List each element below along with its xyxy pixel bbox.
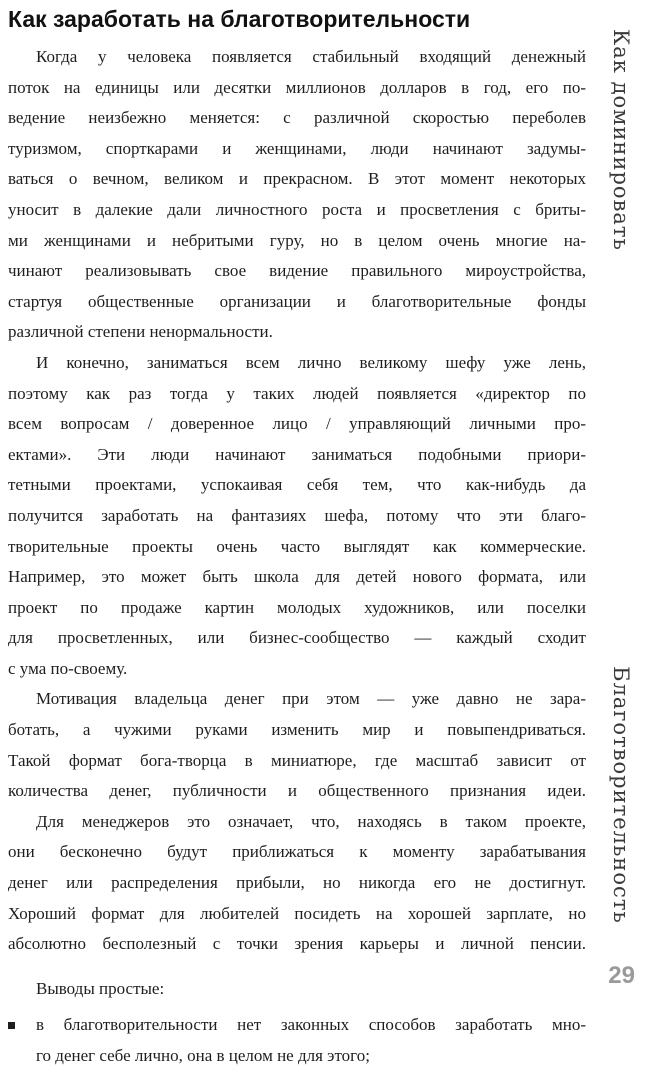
conclusions-intro: Выводы простые: — [36, 978, 165, 998]
text-line: всем вопросам / доверенное лицо / управляющий личными про- — [8, 414, 586, 434]
text-line: поэтому как раз тогда у таких людей появляется «директор по — [8, 383, 586, 403]
text-line: поток на единицы или десятки миллионов долларов в год, его по- — [8, 77, 586, 97]
text-line: в благотворительности нет законных способов заработать мно- — [36, 1015, 586, 1035]
text-line: различной степени ненормальности. — [8, 322, 273, 342]
text-line: Когда у человека появляется стабильный входящий денежный — [36, 47, 586, 66]
running-head-book-title — [596, 29, 646, 251]
page-number: 29 — [608, 962, 635, 989]
text-line: стартуя общественные организации и благотворительные фонды — [8, 291, 586, 311]
text-line: Мотивация владельца денег при этом — уже давно не зара- — [36, 689, 586, 709]
text-line: го денег себе лично, она в целом не для этого; — [36, 1046, 370, 1065]
text-line: денег или распределения прибыли, но никогда его не достигнут. — [8, 873, 586, 893]
text-line: И конечно, заниматься всем лично великому шефу уже лень, — [36, 352, 586, 372]
text-line: ведение неизбежно меняется: с различной скоростью переболев — [8, 108, 586, 128]
paragraph-3 — [8, 684, 586, 806]
text-line: туризмом, спорткарами и женщинами, люди начинают задумы- — [8, 138, 586, 158]
text-line: Например, это может быть школа для детей нового формата, или — [8, 567, 586, 587]
text-line: ботать, а чужими руками изменить мир и повыпендриваться. — [8, 720, 586, 740]
text-line: получится заработать на фантазиях шефа, потому что эти благо- — [8, 505, 586, 525]
text-line: для просветленных, или бизнес-сообщество — каждый сходит — [8, 628, 586, 648]
text-line: творительные проекты очень часто выглядят как коммерческие. — [8, 536, 586, 556]
text-line: ми женщинами и небритыми гуру, но в целом очень многие на- — [8, 230, 586, 250]
text-line: ваться о вечном, великом и прекрасном. В этот момент некоторых — [8, 169, 586, 189]
running-head-chapter-title — [596, 666, 646, 924]
text-line: ектами». Эти люди начинают заниматься подобными приори- — [8, 444, 586, 464]
paragraph-4 — [8, 807, 586, 960]
text-line: тетными проектами, успокаивая себя тем, что как-нибудь да — [8, 475, 586, 495]
running-head-book-title-text: Как доминировать — [609, 29, 633, 251]
text-line: абсолютно бесполезный с точки зрения карьеры и личной пенсии. — [8, 934, 586, 954]
running-head-chapter-title-text: Благотворительность — [609, 666, 633, 924]
text-line: чинают реализовывать свое видение правильного мироустройства, — [8, 261, 586, 281]
text-line: с ума по-своему. — [8, 658, 128, 678]
section-heading: Как заработать на благотворительности — [8, 6, 471, 32]
text-line: уносит в далекие дали личностного роста и просветления с бриты- — [8, 199, 586, 219]
text-line: они бесконечно будут приближаться к моменту зарабатывания — [8, 842, 586, 862]
square-bullet-icon — [8, 1022, 15, 1029]
paragraph-2 — [8, 348, 586, 685]
paragraph-1 — [8, 42, 586, 348]
text-line: Такой формат бога-творца в миниатюре, где масштаб зависит от — [8, 750, 586, 770]
page-body — [8, 0, 586, 1072]
bullet-list-item — [8, 1010, 586, 1071]
text-line: количества денег, публичности и общественного признания идеи. — [8, 781, 586, 801]
text-line: Хороший формат для любителей посидеть на хорошей зарплате, но — [8, 903, 586, 923]
text-line: проект по продаже картин молодых художников, или поселки — [8, 597, 586, 617]
text-line: Для менеджеров это означает, что, находясь в таком проекте, — [36, 811, 586, 831]
